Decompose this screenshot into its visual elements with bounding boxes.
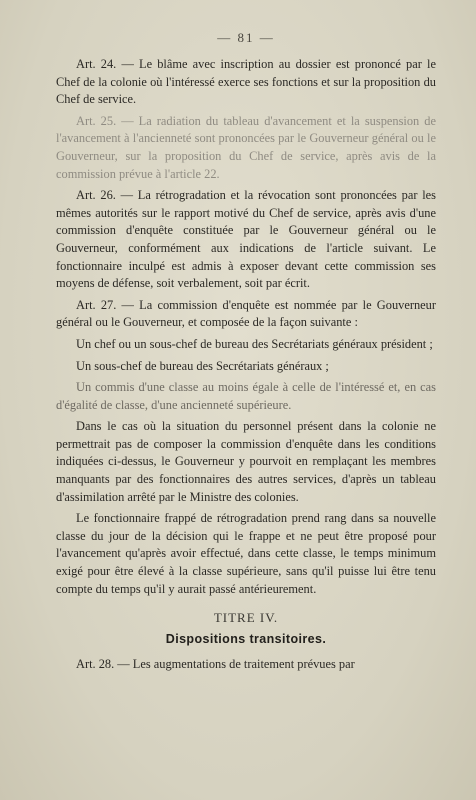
article-25-paragraph: Art. 25. — La radiation du tableau d'avancement et la suspension de l'avancement à l'ancienneté sont prononcées par le Gouverneur général ou le Gouverneur, sur la proposition du Chef de service, après avis de la commission prévue à l'article 22. [56,113,436,181]
section-subtitle: Dispositions transitoires. [165,632,327,647]
article-24-paragraph: Art. 24. — Le blâme avec inscription au dossier est prononcé par le Chef de la colonie où l'intéressé exerce ses fonctions et sur la proposition du Chef de service. [56,57,436,107]
retrogradation-paragraph: Le fonctionnaire frappé de rétrogradation prend rang dans sa nouvelle classe du jour de la décision qui le frappe et ne peut être proposé pour l'avancement qu'après avoir effectué, dans cette classe, le temps minimum exigé pour être élevé à la classe supérieure, sans qu'il puisse lui être tenu compte du temps qu'il y aurait passé antérieurement. [56,511,436,596]
commission-member-2: Un sous-chef de bureau des Secrétariats généraux ; [76,358,329,373]
document-body [56,56,436,598]
article-28-paragraph: Art. 28. — Les augmentations de traitement prévues par [76,657,355,672]
document-body-continued [56,656,436,674]
section-title: TITRE IV. [213,610,279,626]
commission-member-1: Un chef ou un sous-chef de bureau des Secrétariats généraux président ; [76,336,433,351]
article-27-paragraph: Art. 27. — La commission d'enquête est nommée par le Gouverneur général ou le Gouverneur, et composée de la façon suivante : [56,297,436,330]
commission-member-3: Un commis d'une classe au moins égale à celle de l'intéressé et, en cas d'égalité de classe, d'une ancienneté supérieure. [56,380,436,412]
substitution-paragraph: Dans le cas où la situation du personnel présent dans la colonie ne permettrait pas de composer la commission d'enquête dans les conditions indiquées ci-dessus, le Gouverneur y pourvoit en remplaçant les membres manquants par des fonctionnaires des autres services, d'après un tableau d'assimilation arrêté par le Ministre des colonies. [56,419,436,504]
article-26-paragraph: Art. 26. — La rétrogradation et la révocation sont prononcées par les mêmes autorités sur le rapport motivé du Chef de service, après avis d'une commission d'enquête constituée par le Gouverneur général ou le Gouverneur, conformément aux indications de l'article suivant. Le fonctionnaire inculpé est admis à exposer devant cette commission ses moyens de défense, soit verbalement, soit par écrit. [56,188,436,291]
page-number: — 81 — [217,30,275,45]
